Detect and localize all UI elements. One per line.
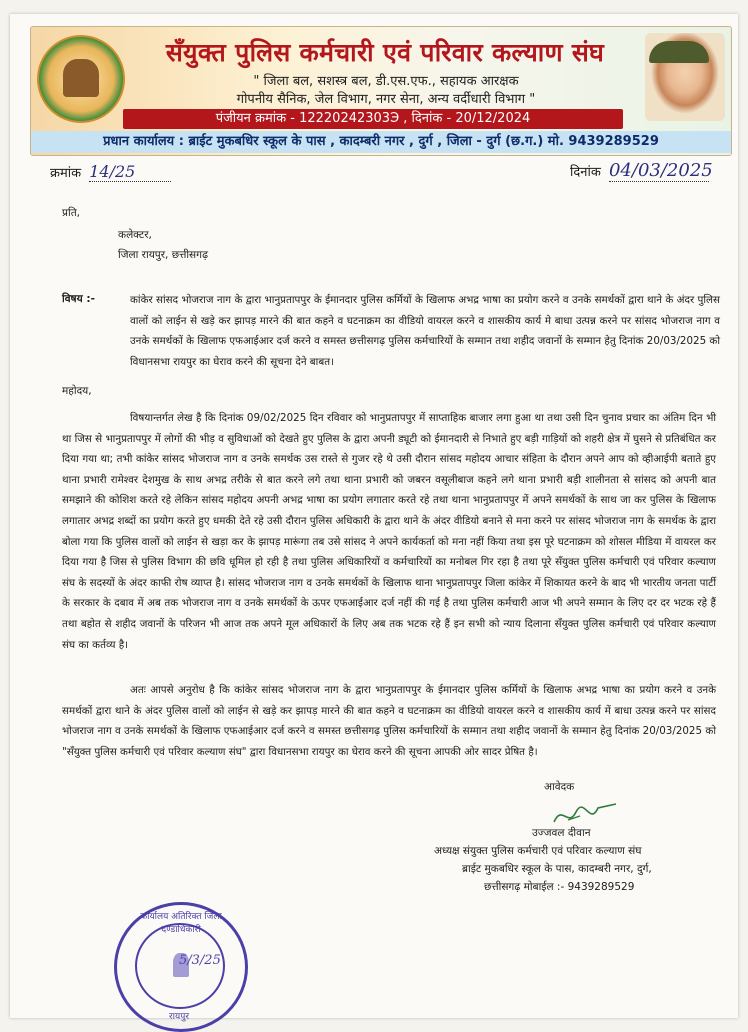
stamp-outer-text: कार्यालय अतिरिक्त जिला दण्डाधिकारी: [140, 912, 222, 935]
association-logo: [37, 35, 125, 123]
recipient-to: प्रति,: [62, 207, 81, 219]
stamp-handwritten-date: 5/3/25: [179, 953, 221, 968]
applicant-label: आवेदक: [544, 781, 575, 793]
organization-name: सँयुक्त पुलिस कर्मचारी एवं परिवार कल्याण संघ: [165, 38, 605, 67]
signatory-line-3: छत्तीसगढ़ मोबाईल :- 9439289529: [484, 881, 635, 893]
date-label: दिनांक: [570, 165, 601, 180]
subject-label: विषय :-: [62, 293, 95, 305]
stamp-city: रायपुर: [169, 1012, 190, 1022]
leader-portrait: [645, 33, 725, 121]
registration-bar: पंजीयन क्रमांक - 12220242303Э , दिनांक - 20/12/2024: [123, 109, 623, 129]
reference-number: [50, 162, 171, 182]
letter-date: [570, 160, 713, 182]
signatory-line-2: ब्राईट मुकबधिर स्कूल के पास, कादम्बरी नगर, दुर्ग,: [462, 863, 652, 875]
body-paragraph-1: विषयान्तर्गत लेख है कि दिनांक 09/02/2025 दिन रविवार को भानुप्रतापपुर में साप्ताहिक बाजार लगा हुआ था तथा उसी दिन चुनाव प्रचार का अंतिम दिन भी था जिस से भानुप्रतापपुर में लोगों की भीड़ व सुविधाओं को देखते हुए पुलिस के द्वारा अपनी ड्यूटी को ईमानदारी से निभाते हुए बड़ी गाड़ियों को शहरी क्षेत्र में घुसने से प्रतिबंधित कर दिया गया था; तभी कांकेर सांसद भोजराज नाग व उनके समर्थक उस रास्ते से गुजर रहे थे उसी दौरान सांसद महोदय आचार संहिता के दौरान अपने आप को व्हीआईपी बताते हुए थाना प्रभारी रामेश्वर देशमुख के साथ अभद्र तरीके से बात करने लगे तथा थाना प्रभारी को जबरन वसूलीबाज कहने लगे थाना प्रभारी बड़ी शालीनता से सांसद को अपनी बात समझाने की कोशिश करते रहे लेकिन सांसद महोदय अपनी अभद्र भाषा का प्रयोग लगातार करते रहे तथा थाना भानुप्रतापपुर में अपने समर्थकों के साथ जा कर पुलिस के खिलाफ लगातार अभद्र शब्दों का प्रयोग करते हुए धमकी देते रहे उसी दौरान पुलिस अधिकारी के द्वारा थाने के अंदर वीडियो बनाने से मना करने पर सांसद भोजराज नाग के समर्थक के द्वारा बोला गया कि पुलिस वालों को लाईन से खड़ा कर के झापड़ मारूंगा तब उसे सांसद ने अपने कार्यकर्ता को मना नहीं किया तथा इस पूरे घटनाक्रम को शोसल मीडिया में वायरल कर दिया गया है जिस से पुलिस विभाग की छवि धूमिल हो रही है तथा पुलिस अधिकारियों व कर्मचारियों का मनोबल गिर रहा है तथा पूरे सँयुक्त पुलिस कर्मचारी एवं परिवार कल्याण संघ के सदस्यों के अंदर काफी रोष व्याप्त है। सांसद भोजराज नाग व उनके समर्थकों के खिलाफ थाना भानुप्रतापपुर जिला कांकेर में शिकायत करने के बाद भी भारतीय जनता पार्टी के सरकार के दबाव में अब तक भोजराज नाग व उनके समर्थकों के ऊपर एफआईआर दर्ज नहीं की गई है तथा पुलिस कर्मचारी आज भी अपने सम्मान के लिए दर दर भटक रहे हैं तथा बहोत से शहीद जवानों के परिजन भी आज तक अपने मूल अधिकारों के लिए अब तक भटक रहे हैं इन सभी को न्याय दिलाना सँयुक्त पुलिस कर्मचारी एवं परिवार कल्याण संघ का कर्तव्य है।: [62, 412, 716, 651]
signatory-name: उज्जवल दीवान: [532, 827, 591, 839]
reference-label: क्रमांक: [50, 166, 82, 181]
letterhead: [30, 26, 732, 156]
salutation: महोदय,: [62, 385, 92, 397]
tagline-line-2: गोपनीय सैनिक, जेल विभाग, नगर सेना, अन्य वर्दीधारी विभाग ": [236, 92, 536, 107]
date-value: 04/03/2025: [608, 160, 713, 181]
recipient-designation: कलेक्टर,: [118, 229, 152, 241]
head-office-bar: प्रधान कार्यालय : ब्राईट मुकबधिर स्कूल के पास , कादम्बरी नगर , दुर्ग , जिला - दुर्ग (छ.ग.) मो. 9439289529: [31, 131, 731, 153]
subject-text: कांकेर सांसद भोजराज नाग के द्वारा भानुप्रतापपुर के ईमानदार पुलिस कर्मियों के खिलाफ अभद्र भाषा का प्रयोग करने व उनके समर्थकों द्वारा थाने के अंदर पुलिस वालों को लाईन से खड़े कर झापड़ मारने की बात कहने व घटनाक्रम का वीडियो वायरल करने व शासकीय कार्य मे बाधा उत्पन्न करने पर सांसद भोजराज नाग व उनके समर्थकों के खिलाफ एफआईआर दर्ज करने व समस्त छत्तीसगढ़ पुलिस कर्मचारियों के सम्मान तथा शहीद जवानों के सम्मान हेतु दिनांक 20/03/2025 को विधानसभा रायपुर का घेराव करने की सूचना देने बाबत।: [130, 294, 720, 368]
letter-page: [10, 14, 738, 1022]
reference-value: 14/25: [89, 162, 171, 182]
signatory-line-1: अध्यक्ष संयुक्त पुलिस कर्मचारी एवं परिवार कल्याण संघ: [434, 845, 642, 857]
body-paragraph-2: अतः आपसे अनुरोध है कि कांकेर सांसद भोजराज नाग के द्वारा भानुप्रतापपुर के ईमानदार पुलिस कर्मियों के खिलाफ अभद्र भाषा का प्रयोग करने व उनके समर्थकों द्वारा थाने के अंदर पुलिस वालों को लाईन से खड़े कर झापड़ मारने की बात कहने व घटनाक्रम का वीडियो वायरल करने व शासकीय कार्य में बाधा उत्पन्न करने पर सांसद भोजराज नाग व उनके समर्थकों के खिलाफ एफआईआर दर्ज करने व समस्त छत्तीसगढ़ पुलिस कर्मचारियों के सम्मान तथा शहीद जवानों के सम्मान हेतु दिनांक 20/03/2025 को "सँयुक्त पुलिस कर्मचारी एवं परिवार कल्याण संघ" द्वारा विधानसभा रायपुर का घेराव करने की सूचना आपकी ओर सादर प्रेषित है।: [62, 684, 716, 758]
recipient-address: जिला रायपुर, छत्तीसगढ़: [118, 249, 208, 261]
tagline-line-1: " जिला बल, सशस्त्र बल, डी.एस.एफ., सहायक आरक्षक: [253, 74, 519, 89]
office-received-stamp: [114, 902, 248, 1032]
